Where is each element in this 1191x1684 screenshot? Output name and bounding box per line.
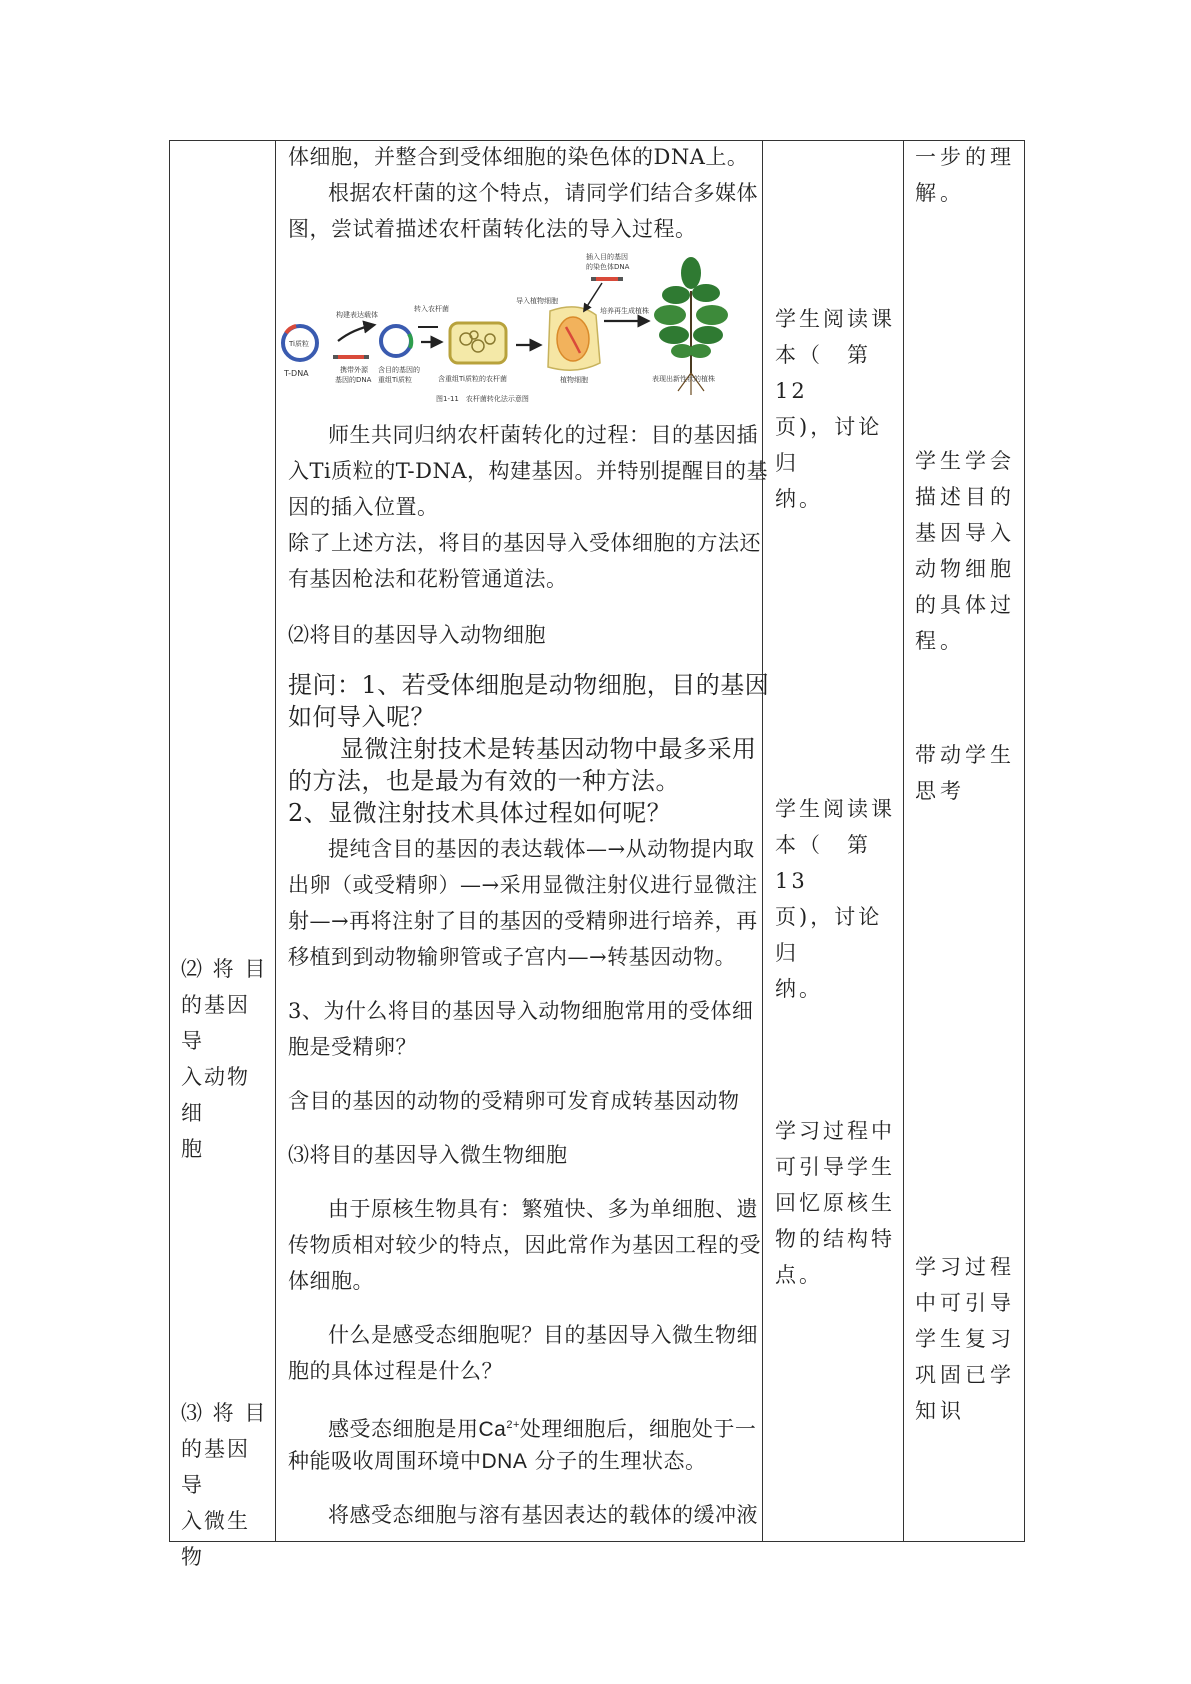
col4-block-3 <box>915 737 1023 809</box>
col4-line: 动物细胞 <box>915 557 1015 581</box>
col4-line: 思考 <box>915 779 965 803</box>
col4-line: 学生学会 <box>915 449 1015 473</box>
col4-block-4 <box>915 1249 1023 1429</box>
agrobacterium-icon <box>450 323 506 363</box>
svg-text:含目的基因的: 含目的基因的 <box>378 366 420 374</box>
col1-line: ⑵ 将 目 <box>181 957 268 981</box>
col4-block-1 <box>915 139 1023 211</box>
col1-line: ⑶ 将 目 <box>181 1401 268 1425</box>
col3-line: 页)，讨论归 <box>775 905 883 965</box>
svg-text:基因的DNA: 基因的DNA <box>335 376 372 384</box>
plant-label: 表现出新性状的植株 <box>652 375 715 383</box>
col3-line: 学生阅读课 <box>775 797 895 821</box>
step2-label: 转入农杆菌 <box>414 305 449 313</box>
paragraph-line: 感受态细胞是用$Ca^{2+}$处理细胞后，细胞处于一 <box>328 1417 757 1441</box>
foreign-dna-label: 携带外源 <box>340 366 368 374</box>
col1-line: 的基因导 <box>181 993 250 1053</box>
col3-block-1 <box>775 301 903 517</box>
col1-line: 入动物细 <box>181 1065 250 1125</box>
plasmid-label: Ti质粒 <box>289 340 310 348</box>
answer-line: 射—→再将注射了目的基因的受精卵进行培养，再 <box>288 909 758 933</box>
step4-label: 培养再生成植株 <box>600 307 649 315</box>
col3-line: 回忆原核生 <box>775 1191 895 1215</box>
col3-line: 本（ 第 13 <box>775 833 895 893</box>
column-divider <box>903 141 904 1541</box>
column-divider <box>275 141 276 1541</box>
col1-block-3 <box>181 1395 271 1575</box>
col3-line: 物的结构特 <box>775 1227 895 1251</box>
col4-line: 的具体过 <box>915 593 1015 617</box>
col3-block-2 <box>775 791 903 1007</box>
answer-line: 含目的基因的动物的受精卵可发育成转基因动物 <box>288 1089 740 1113</box>
svg-text:重组Ti质粒: 重组Ti质粒 <box>378 376 413 384</box>
col1-block-2 <box>181 951 271 1167</box>
col1-line: 的基因导 <box>181 1437 250 1497</box>
agrobacterium-transformation-figure <box>278 251 778 411</box>
col1-line: 入微生物 <box>181 1509 250 1569</box>
paragraph-line: 体细胞。 <box>288 1269 374 1293</box>
step1-label: 构建表达载体 <box>336 311 378 319</box>
col4-line: 描述目的 <box>915 485 1015 509</box>
paragraph-line: 根据农杆菌的这个特点，请同学们结合多媒体 <box>328 181 758 205</box>
col1-line: 胞 <box>181 1137 204 1161</box>
col4-line: 知识 <box>915 1399 965 1423</box>
paragraph-line: 因的插入位置。 <box>288 495 439 519</box>
col4-line: 解。 <box>915 181 965 205</box>
answer-line: 移植到到动物输卵管或子宫内—→转基因动物。 <box>288 945 737 969</box>
plant-cell-label: 植物细胞 <box>560 376 588 384</box>
paragraph-line: 将感受态细胞与溶有基因表达的载体的缓冲液 <box>328 1503 758 1527</box>
paragraph-line: 有基因枪法和花粉管通道法。 <box>288 567 568 591</box>
paragraph-line: 体细胞，并整合到受体细胞的染色体的DNA上。 <box>288 145 749 169</box>
answer-line: 的方法，也是最为有效的一种方法。 <box>288 767 680 795</box>
col3-line: 可引导学生 <box>775 1155 895 1179</box>
col3-block-3 <box>775 1113 903 1293</box>
col3-line: 页)，讨论归 <box>775 415 883 475</box>
tdna-label: T-DNA <box>284 369 309 378</box>
question-line: 提问：1、若受体细胞是动物细胞，目的基因 <box>288 671 770 699</box>
section-heading: ⑵将目的基因导入动物细胞 <box>288 623 546 647</box>
question-line: 3、为什么将目的基因导入动物细胞常用的受体细 <box>288 999 754 1023</box>
recombinant-plasmid-icon <box>381 326 411 356</box>
lesson-table <box>169 140 1025 1569</box>
col4-line: 一步的理 <box>915 145 1015 169</box>
bacterium-label: 含重组Ti质粒的农杆菌 <box>438 375 508 383</box>
svg-text:的染色体DNA: 的染色体DNA <box>586 263 630 271</box>
col4-line: 学习过程 <box>915 1255 1015 1279</box>
col4-line: 中可引导 <box>915 1291 1015 1315</box>
answer-line: 出卵（或受精卵）—→采用显微注射仪进行显微注 <box>288 873 758 897</box>
col3-line: 点。 <box>775 1263 823 1287</box>
col4-block-2 <box>915 443 1023 659</box>
figure-caption: 图1-11 农杆菌转化法示意图 <box>436 395 529 403</box>
col4-line: 巩固已学 <box>915 1363 1015 1387</box>
col3-line: 本（ 第 12 <box>775 343 895 403</box>
paragraph-line: 胞的具体过程是什么？ <box>288 1359 503 1383</box>
answer-line: 显微注射技术是转基因动物中最多采用 <box>340 735 757 763</box>
question-line: 如何导入呢？ <box>288 703 435 731</box>
section-heading: ⑶将目的基因导入微生物细胞 <box>288 1143 568 1167</box>
col4-line: 程。 <box>915 629 965 653</box>
col3-line: 纳。 <box>775 487 823 511</box>
paragraph-line: 由于原核生物具有：繁殖快、多为单细胞、遗 <box>328 1197 758 1221</box>
foreign-dna-icon <box>338 355 364 359</box>
question-line: 胞是受精卵？ <box>288 1035 417 1059</box>
chromosome-label: 插入目的基因 <box>586 253 628 261</box>
paragraph-line: 传物质相对较少的特点，因此常作为基因工程的受 <box>288 1233 761 1257</box>
paragraph-line: 图，尝试着描述农杆菌转化法的导入过程。 <box>288 217 697 241</box>
step3-label: 导入植物细胞 <box>516 297 558 305</box>
col4-line: 学生复习 <box>915 1327 1015 1351</box>
col4-line: 带动学生 <box>915 743 1015 767</box>
col4-line: 基因导入 <box>915 521 1015 545</box>
col3-line: 学生阅读课 <box>775 307 895 331</box>
paragraph-line: 种能吸收周围环境中DNA 分子的生理状态。 <box>288 1449 707 1473</box>
question-line: 2、显微注射技术具体过程如何呢？ <box>288 799 672 827</box>
paragraph-line: 入Ti质粒的T-DNA，构建基因。并特别提醒目的基 <box>288 459 768 483</box>
col3-line: 学习过程中 <box>775 1119 895 1143</box>
col3-line: 纳。 <box>775 977 823 1001</box>
paragraph-line: 什么是感受态细胞呢？目的基因导入微生物细 <box>328 1323 758 1347</box>
answer-line: 提纯含目的基因的表达载体—→从动物提内取 <box>328 837 755 861</box>
paragraph-line: 除了上述方法，将目的基因导入受体细胞的方法还 <box>288 531 761 555</box>
paragraph-line: 师生共同归纳农杆菌转化的过程：目的基因插 <box>328 423 758 447</box>
